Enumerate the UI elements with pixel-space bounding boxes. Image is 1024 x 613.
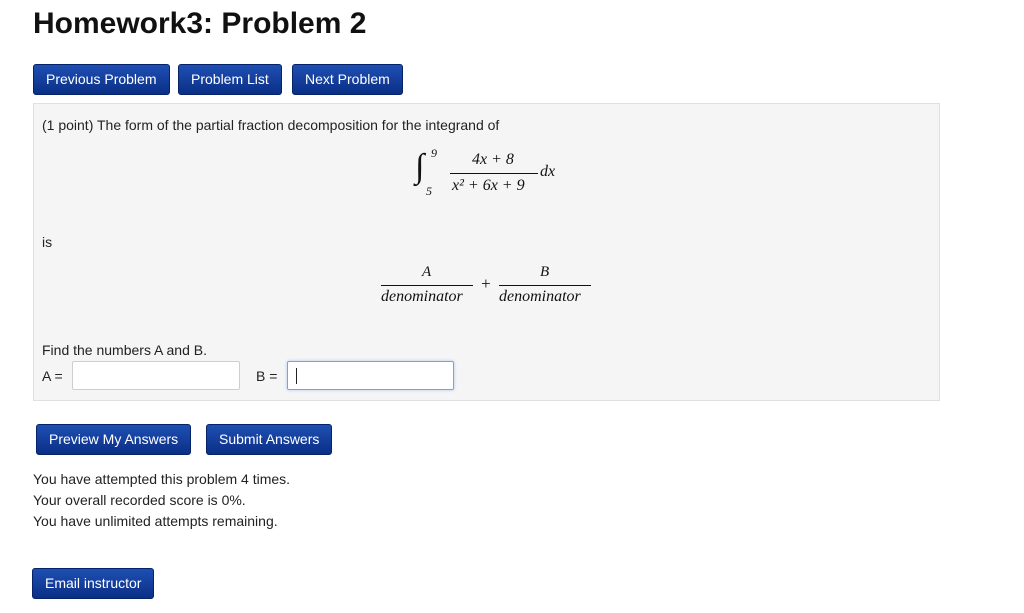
integral-sign: ∫ [415,148,425,185]
b-label: B = [256,368,278,384]
submit-answers-button[interactable]: Submit Answers [206,424,332,455]
remaining-status: You have unlimited attempts remaining. [33,513,278,529]
is-label: is [42,234,53,250]
term1-fraction-line [381,285,473,286]
preview-answers-button[interactable]: Preview My Answers [36,424,191,455]
problem-box [33,103,940,401]
problem-list-button[interactable]: Problem List [178,64,282,95]
score-status: Your overall recorded score is 0%. [33,492,246,508]
next-problem-button[interactable]: Next Problem [292,64,403,95]
attempts-status: You have attempted this problem 4 times. [33,471,291,487]
plus-sign: + [480,274,492,293]
text-caret [296,368,297,384]
find-numbers-text: Find the numbers A and B. [42,342,207,358]
integrand-denominator: x² + 6x + 9 [452,177,525,194]
term2-fraction-line [499,285,591,286]
term1-denominator: denominator [381,288,463,305]
term1-numerator: A [422,264,432,280]
page-title: Homework3: Problem 2 [33,7,367,40]
integral-differential: dx [540,163,556,180]
integral-upper-limit: 9 [431,146,437,160]
problem-intro: (1 point) The form of the partial fraction decomposition for the integrand of [42,117,500,133]
a-answer-input[interactable] [72,361,240,390]
a-label: A = [42,368,63,384]
integrand-numerator: 4x + 8 [472,151,514,168]
term2-denominator: denominator [499,288,581,305]
email-instructor-button[interactable]: Email instructor [32,568,154,599]
b-answer-input[interactable] [287,361,454,390]
integral-lower-limit: 5 [426,184,432,198]
term2-numerator: B [540,264,550,280]
integrand-fraction-line [450,173,538,174]
previous-problem-button[interactable]: Previous Problem [33,64,170,95]
